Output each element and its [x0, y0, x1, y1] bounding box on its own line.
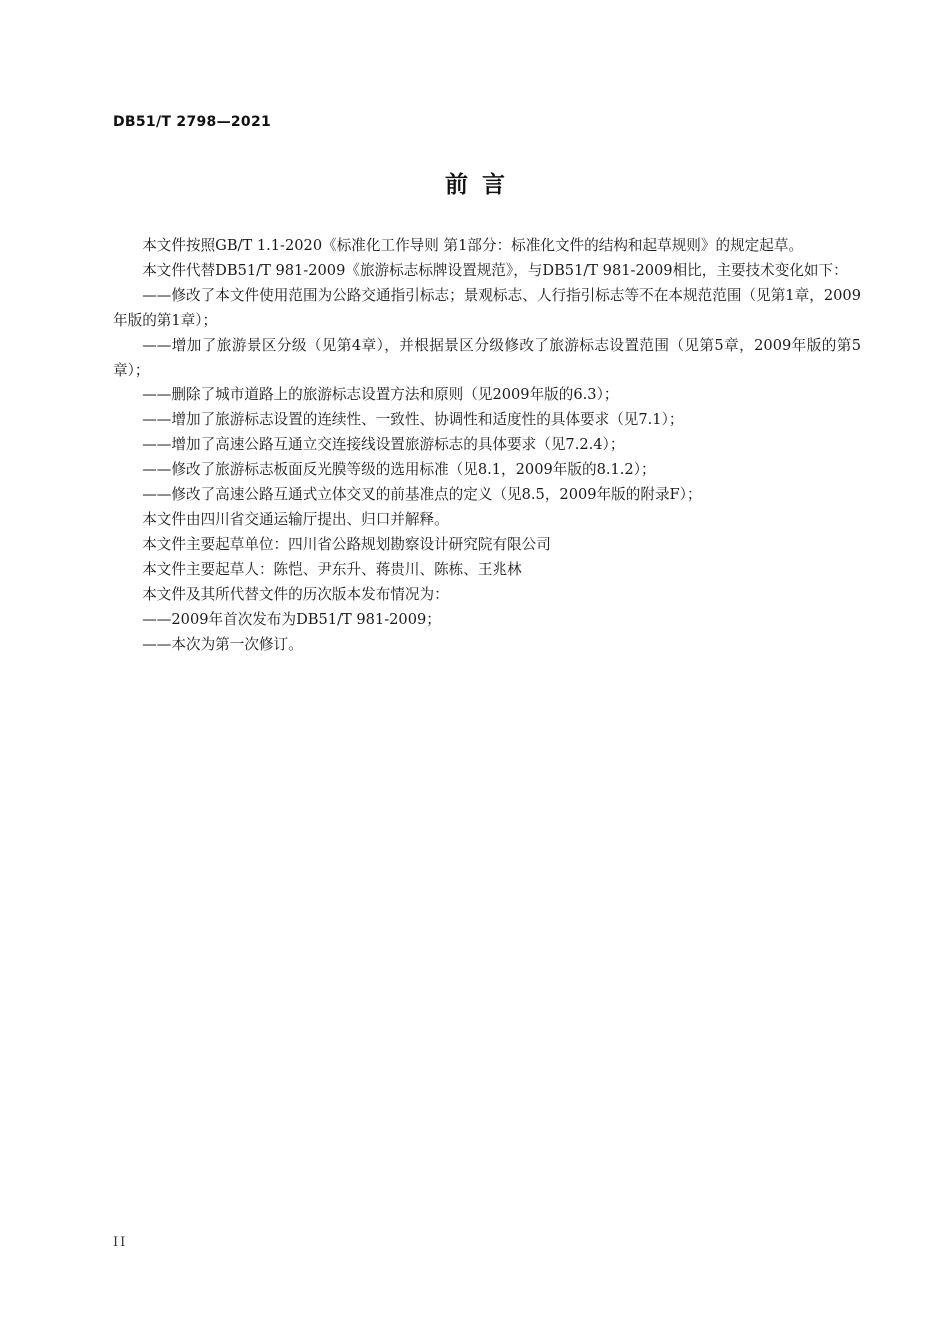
paragraph-drafting-rules: 本文件按照GB/T 1.1-2020《标准化工作导则 第1部分：标准化文件的结构和起草规则》的规定起草。 — [142, 237, 804, 254]
change-item-continuity: ——增加了旅游标志设置的连续性、一致性、协调性和适度性的具体要求（见7.1）； — [142, 411, 684, 429]
change-item-scope: ——修改了本文件使用范围为公路交通指引标志；景观标志、人行指引标志等不在本规范范围（见第1章，2009年版的第1章）； — [113, 286, 861, 329]
change-item-interchange: ——增加了高速公路互通立交连接线设置旅游标志的具体要求（见7.2.4）； — [142, 436, 625, 454]
paragraph-drafters: 本文件主要起草人：陈恺、尹东升、蒋贵川、陈栋、王兆林 — [142, 560, 522, 578]
history-item-current: ——本次为第一次修订。 — [142, 635, 303, 653]
paragraph-replaces: 本文件代替DB51/T 981-2009《旅游标志标牌设置规范》，与DB51/T 981-2009相比，主要技术变化如下： — [142, 261, 848, 279]
change-item-reference-point: ——修改了高速公路互通式立体交叉的前基准点的定义（见8.5，2009年版的附录F）； — [142, 486, 702, 504]
change-item-reflective-film: ——修改了旅游标志板面反光膜等级的选用标准（见8.1，2009年版的8.1.2）； — [142, 461, 656, 479]
paragraph-drafting-unit: 本文件主要起草单位：四川省公路规划勘察设计研究院有限公司 — [142, 535, 551, 553]
paragraph-history: 本文件及其所代替文件的历次版本发布情况为： — [142, 585, 449, 603]
change-item-grading: ——增加了旅游景区分级（见第4章），并根据景区分级修改了旅游标志设置范围（见第5章，2009年版的第5章）； — [113, 336, 861, 379]
page-number: II — [113, 1235, 128, 1250]
paragraph-proposer: 本文件由四川省交通运输厅提出、归口并解释。 — [142, 510, 449, 528]
page-title: 前言 — [445, 172, 519, 198]
change-item-urban-roads: ——删除了城市道路上的旅游标志设置方法和原则（见2009年版的6.3）； — [142, 386, 619, 404]
document-code: DB51/T 2798—2021 — [113, 114, 272, 130]
history-item-first: ——2009年首次发布为DB51/T 981-2009； — [142, 610, 441, 628]
foreword-body — [113, 234, 861, 657]
